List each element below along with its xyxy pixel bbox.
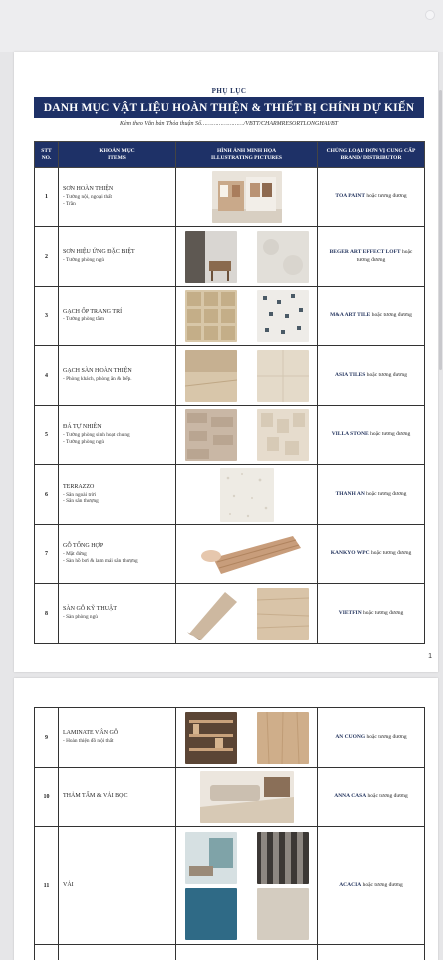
row-number: 11 [35, 827, 59, 945]
item-cell [59, 768, 176, 827]
brand-cell [318, 287, 425, 346]
item-detail: - Sàn hồ bơi & lam mái sân thượng [63, 557, 138, 564]
document-header [34, 87, 424, 127]
item-detail: - Tường nội, ngoại thất [63, 194, 112, 201]
brand-suffix: hoặc tương đương [366, 733, 407, 740]
table-row [35, 227, 425, 287]
item-cell [59, 525, 176, 584]
room-photo-icon [185, 832, 237, 884]
floor-photo-icon [185, 350, 237, 402]
table-row [35, 708, 425, 768]
col-header-pictures: HÌNH ẢNH MINH HỌA ILLUSTRATING PICTURES [176, 142, 318, 168]
brand-cell [318, 768, 425, 827]
brand-suffix: hoặc tương đương [366, 193, 407, 200]
item-cell [59, 346, 176, 406]
composite-wood-icon [193, 528, 301, 580]
scrollbar[interactable] [439, 90, 442, 370]
brand-suffix: hoặc tương đương [362, 881, 403, 888]
item-cell [59, 287, 176, 346]
brand-name: ACACIA [339, 881, 362, 888]
laminate-texture-icon [257, 712, 309, 764]
appendix-label: PHỤ LỤC [211, 87, 247, 95]
item-name: SÀN GỖ KỸ THUẬT [63, 606, 118, 613]
item-detail: - Mặt đứng [63, 551, 87, 558]
table-row [35, 525, 425, 584]
item-name: SƠN HOÀN THIỆN [63, 186, 114, 193]
brand-cell [318, 227, 425, 287]
item-detail: - Phòng khách, phòng ăn & bếp. [63, 375, 132, 382]
picture-cell [176, 227, 318, 287]
col-header-brand: CHỦNG LOẠI/ ĐƠN VỊ CUNG CẤP BRAND/ DISTRIBUTOR [318, 142, 425, 168]
picture-cell [176, 708, 318, 768]
item-cell-partial [59, 945, 176, 960]
picture-cell [176, 465, 318, 525]
picture-cell [176, 768, 318, 827]
item-detail: - Sân sân thượng [63, 498, 99, 505]
shelving-photo-icon [185, 712, 237, 764]
item-detail: - Tường phòng sinh hoạt chung [63, 432, 130, 439]
row-number: 3 [35, 287, 59, 346]
item-cell [59, 708, 176, 768]
brand-name: ASIA TILES [335, 371, 366, 378]
wood-floor-icon [185, 588, 237, 640]
brand-suffix: hoặc tương đương [363, 609, 404, 616]
col-header-stt: STT NO. [35, 142, 59, 168]
row-number: 2 [35, 227, 59, 287]
brand-name: M&A ART TILE [330, 312, 371, 319]
item-detail: - Trần [63, 200, 76, 207]
interior-photo-icon [185, 231, 237, 283]
item-name: GẠCH SÀN HOÀN THIỆN [63, 368, 132, 375]
row-number: 4 [35, 346, 59, 406]
brand-suffix: hoặc tương đương [371, 550, 412, 557]
item-name: SƠN HIỆU ỨNG ĐẶC BIỆT [63, 249, 135, 256]
status-bar [0, 0, 443, 52]
picture-cell [176, 525, 318, 584]
table-row [35, 406, 425, 465]
status-indicator-icon [425, 10, 435, 20]
brand-name: KANKYO WPC [330, 550, 370, 557]
document-page-1 [14, 52, 438, 672]
brand-cell [318, 346, 425, 406]
item-detail: - Tường phòng ngủ [63, 256, 105, 263]
row-number-partial [35, 945, 59, 960]
item-name: THẢM TẤM & VẢI BỌC [63, 793, 128, 800]
brand-name: BEGER ART EFFECT LOFT [329, 249, 401, 256]
brand-name: ANNA CASA [334, 793, 367, 800]
brand-suffix: hoặc tương đương [366, 490, 407, 497]
item-detail: - Sàn phòng ngủ [63, 613, 98, 620]
table-row [35, 827, 425, 945]
page-number: 1 [428, 653, 432, 660]
row-number: 5 [35, 406, 59, 465]
document-subtitle: Kèm theo Văn bản Thỏa thuận Số……………………/VBTT/CHARMRESORTLONGHAI/BT [119, 121, 338, 127]
picture-cell [176, 827, 318, 945]
tile-pattern-icon [257, 290, 309, 342]
curtain-photo-icon [257, 832, 309, 884]
item-cell [59, 827, 176, 945]
brand-name: VILLA STONE [331, 431, 369, 438]
wood-grain-icon [257, 588, 309, 640]
row-number: 8 [35, 584, 59, 644]
brand-name: VIETFIN [338, 609, 362, 616]
brand-cell [318, 827, 425, 945]
table-row [35, 584, 425, 644]
beige-fabric-icon [257, 888, 309, 940]
brand-name: AN CUONG [335, 733, 366, 740]
brand-suffix: hoặc tương đương [370, 431, 411, 438]
brand-cell [318, 465, 425, 525]
item-name: VẢI [63, 881, 74, 888]
materials-table-continued [34, 707, 425, 960]
table-row [35, 465, 425, 525]
row-number: 10 [35, 768, 59, 827]
stone-texture-icon [257, 409, 309, 461]
item-cell [59, 227, 176, 287]
item-name: LAMINATE VÂN GỖ [63, 730, 119, 737]
brand-suffix: hoặc tương đương [366, 371, 407, 378]
picture-cell-partial [176, 945, 318, 960]
table-row [35, 768, 425, 827]
item-name: ĐÁ TỰ NHIÊN [63, 424, 102, 431]
picture-cell [176, 406, 318, 465]
table-row [35, 168, 425, 227]
item-detail: - Tường phòng ngủ [63, 438, 105, 445]
brand-cell [318, 168, 425, 227]
item-cell [59, 406, 176, 465]
picture-cell [176, 584, 318, 644]
brand-cell [318, 406, 425, 465]
item-name: GỖ TỔNG HỢP [63, 543, 104, 550]
brand-suffix: hoặc tương đương [367, 793, 408, 800]
stone-wall-icon [185, 409, 237, 461]
table-row [35, 945, 425, 960]
document-page-2 [14, 678, 438, 960]
picture-cell [176, 346, 318, 406]
item-name: TERRAZZO [63, 483, 95, 490]
item-cell [59, 584, 176, 644]
row-number: 1 [35, 168, 59, 227]
brand-cell-partial [318, 945, 425, 960]
texture-photo-icon [257, 231, 309, 283]
brand-suffix: hoặc tương đương [371, 312, 412, 319]
row-number: 7 [35, 525, 59, 584]
brand-cell [318, 584, 425, 644]
document-title: DANH MỤC VẬT LIỆU HOÀN THIỆN & THIẾT BỊ CHÍNH DỰ KIẾN [34, 97, 424, 118]
building-photo-icon [212, 171, 282, 223]
floor-tile-icon [257, 350, 309, 402]
blue-fabric-icon [185, 888, 237, 940]
item-cell [59, 168, 176, 227]
item-detail: - Tường phòng tắm [63, 316, 105, 323]
table-row [35, 287, 425, 346]
item-cell [59, 465, 176, 525]
brand-name: TOA PAINT [335, 193, 366, 200]
item-name: GẠCH ỐP TRANG TRÍ [63, 308, 123, 315]
col-header-items: KHOẢN MỤC ITEMS [59, 142, 176, 168]
terrazzo-icon [220, 468, 274, 522]
picture-cell [176, 287, 318, 346]
brand-cell [318, 708, 425, 768]
picture-cell [176, 168, 318, 227]
item-detail: - Hoàn thiện đồ nội thất [63, 737, 114, 744]
carpet-photo-icon [200, 771, 294, 823]
brand-cell [318, 525, 425, 584]
row-number: 9 [35, 708, 59, 768]
item-detail: - Sân ngoài trời [63, 491, 96, 498]
tile-photo-icon [185, 290, 237, 342]
brand-suffix: hoặc tương đương [356, 249, 413, 263]
table-row [35, 346, 425, 406]
row-number: 6 [35, 465, 59, 525]
brand-name: THANH AN [335, 490, 365, 497]
materials-table [34, 141, 425, 644]
